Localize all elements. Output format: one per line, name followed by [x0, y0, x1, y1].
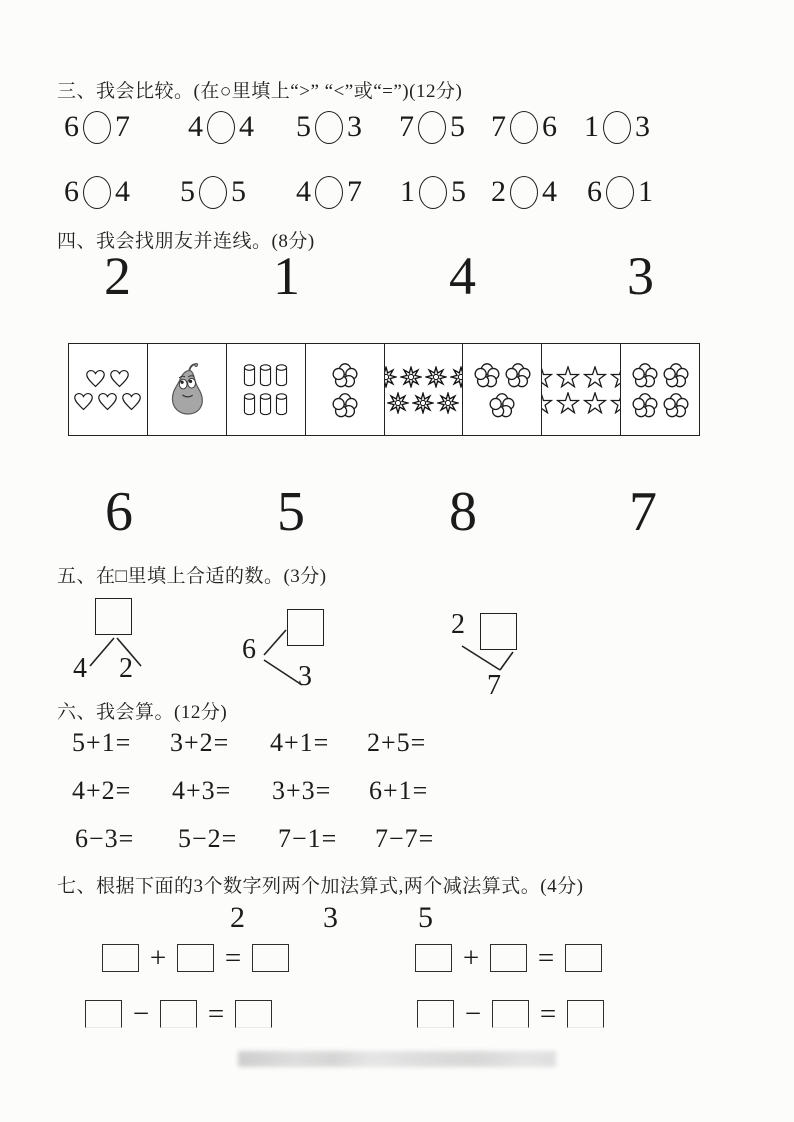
- answer-circle[interactable]: [83, 176, 111, 209]
- shape-row: [331, 392, 359, 418]
- section-match-title: 四、我会找朋友并连线。(8分): [57, 231, 315, 252]
- answer-box[interactable]: [492, 1000, 529, 1028]
- flower-icon: [473, 362, 501, 388]
- compare-item: [399, 108, 465, 146]
- plus-operator: +: [462, 941, 480, 974]
- match-cell-bursts[interactable]: [385, 344, 464, 435]
- calc-problem[interactable]: 3+2=: [170, 728, 230, 757]
- compare-left-number: 1: [584, 110, 599, 143]
- heart-icon: [121, 392, 142, 411]
- answer-box[interactable]: [480, 613, 517, 650]
- subtraction-equation: [85, 997, 272, 1030]
- match-cell-pear[interactable]: [148, 344, 227, 435]
- compare-item: [180, 173, 246, 211]
- flower-icon: [331, 362, 359, 388]
- answer-box[interactable]: [85, 1000, 122, 1028]
- bond-part-number: 2: [451, 609, 465, 640]
- answer-box[interactable]: [160, 1000, 197, 1028]
- shape-row: [385, 366, 464, 388]
- bond-part-number: 4: [73, 653, 87, 684]
- answer-box[interactable]: [415, 944, 452, 972]
- minus-operator: −: [132, 997, 150, 1030]
- blurred-watermark: [238, 1051, 556, 1067]
- star-icon: [583, 366, 607, 388]
- answer-circle[interactable]: [419, 176, 447, 209]
- match-cell-flowers-2[interactable]: [306, 344, 385, 435]
- cylinder-icon: [275, 363, 288, 388]
- compare-item: [296, 173, 362, 211]
- bond-whole-number: 6: [242, 634, 256, 665]
- compare-right-number: 1: [638, 175, 653, 208]
- compare-item: [64, 108, 130, 146]
- compare-item: [491, 173, 557, 211]
- match-cell-hearts[interactable]: [69, 344, 148, 435]
- match-cell-stars[interactable]: [542, 344, 621, 435]
- compare-item: [188, 108, 254, 146]
- heart-icon: [97, 392, 118, 411]
- equals-operator: =: [537, 941, 555, 974]
- compare-left-number: 5: [296, 110, 311, 143]
- subtraction-equation: [417, 997, 604, 1030]
- equals-operator: =: [224, 941, 242, 974]
- calc-problem[interactable]: 6−3=: [75, 824, 135, 853]
- answer-box[interactable]: [490, 944, 527, 972]
- answer-box[interactable]: [565, 944, 602, 972]
- shape-row: [243, 392, 288, 417]
- compare-left-number: 7: [399, 110, 414, 143]
- pear-icon: [164, 361, 210, 418]
- section-compose-title: 七、根据下面的3个数字列两个加法算式,两个减法算式。(4分): [57, 876, 584, 897]
- flower-icon: [488, 392, 516, 418]
- addition-equation: [415, 941, 602, 974]
- burst-icon: [425, 366, 447, 388]
- section-fill-title: 五、在□里填上合适的数。(3分): [57, 566, 327, 587]
- compare-right-number: 3: [635, 110, 650, 143]
- compare-item: [587, 173, 653, 211]
- match-number-top[interactable]: 4: [449, 246, 476, 306]
- flower-icon: [662, 392, 690, 418]
- match-cell-cylinders[interactable]: [227, 344, 306, 435]
- compare-item: [400, 173, 466, 211]
- burst-icon: [385, 366, 397, 388]
- star-icon: [542, 366, 552, 388]
- compare-left-number: 2: [491, 175, 506, 208]
- calc-problem[interactable]: 5−2=: [178, 824, 238, 853]
- calc-problem[interactable]: 7−1=: [278, 824, 338, 853]
- match-number-bottom[interactable]: 6: [105, 481, 133, 543]
- compare-right-number: 6: [542, 110, 557, 143]
- shape-row: [331, 362, 359, 388]
- compare-right-number: 3: [347, 110, 362, 143]
- compare-right-number: 4: [115, 175, 130, 208]
- compare-item: [64, 173, 130, 211]
- shape-row: [164, 361, 210, 418]
- star-icon: [556, 392, 580, 414]
- answer-circle[interactable]: [603, 111, 631, 144]
- answer-box[interactable]: [235, 1000, 272, 1028]
- compare-left-number: 6: [64, 175, 79, 208]
- answer-circle[interactable]: [315, 111, 343, 144]
- calc-problem[interactable]: 3+3=: [272, 776, 332, 805]
- cylinder-icon: [243, 392, 256, 417]
- star-icon: [583, 392, 607, 414]
- answer-circle[interactable]: [207, 111, 235, 144]
- star-icon: [610, 366, 621, 388]
- answer-circle[interactable]: [83, 111, 111, 144]
- bond-part-number: 3: [298, 661, 312, 692]
- shape-row: [542, 392, 621, 414]
- burst-icon: [450, 366, 463, 388]
- shape-row: [73, 392, 142, 411]
- heart-icon: [73, 392, 94, 411]
- calc-problem[interactable]: 7−7=: [375, 824, 435, 853]
- flower-icon: [331, 392, 359, 418]
- compare-right-number: 4: [239, 110, 254, 143]
- match-cell-flowers-4[interactable]: [621, 344, 699, 435]
- shape-row: [473, 362, 532, 388]
- star-icon: [556, 366, 580, 388]
- cylinder-icon: [259, 363, 272, 388]
- match-cell-flowers-3[interactable]: [463, 344, 542, 435]
- answer-box[interactable]: [567, 1000, 604, 1028]
- compare-right-number: 5: [231, 175, 246, 208]
- answer-box[interactable]: [102, 944, 139, 972]
- compare-right-number: 5: [451, 175, 466, 208]
- compare-left-number: 1: [400, 175, 415, 208]
- flower-icon: [631, 362, 659, 388]
- number-bond-3: [448, 606, 563, 711]
- compare-right-number: 7: [347, 175, 362, 208]
- addition-equation: [102, 941, 289, 974]
- compare-item: [584, 108, 650, 146]
- calc-problem[interactable]: 4+3=: [172, 776, 232, 805]
- burst-icon: [387, 392, 409, 414]
- shape-row: [243, 363, 288, 388]
- compare-left-number: 4: [188, 110, 203, 143]
- match-number-top[interactable]: 3: [627, 246, 654, 306]
- shape-row: [631, 392, 690, 418]
- answer-circle[interactable]: [315, 176, 343, 209]
- compare-left-number: 6: [64, 110, 79, 143]
- compare-item: [296, 108, 362, 146]
- calc-problem[interactable]: 5+1=: [72, 728, 132, 757]
- compose-number: 2: [230, 901, 245, 934]
- match-number-top[interactable]: 2: [104, 246, 131, 306]
- compare-right-number: 5: [450, 110, 465, 143]
- section-compare-title: 三、我会比较。(在○里填上“>” “<”或“=”)(12分): [57, 81, 463, 102]
- minus-operator: −: [464, 997, 482, 1030]
- answer-circle[interactable]: [418, 111, 446, 144]
- shape-row: [387, 392, 459, 414]
- plus-operator: +: [149, 941, 167, 974]
- compare-left-number: 6: [587, 175, 602, 208]
- burst-icon: [412, 392, 434, 414]
- flower-icon: [631, 392, 659, 418]
- answer-box[interactable]: [177, 944, 214, 972]
- answer-box[interactable]: [417, 1000, 454, 1028]
- answer-circle[interactable]: [606, 176, 634, 209]
- number-bond-2: [238, 600, 353, 700]
- shape-row: [85, 369, 130, 388]
- calc-problem[interactable]: 4+1=: [270, 728, 330, 757]
- star-icon: [610, 392, 621, 414]
- calc-problem[interactable]: 6+1=: [369, 776, 429, 805]
- number-bond-1: [70, 592, 190, 692]
- compare-right-number: 7: [115, 110, 130, 143]
- answer-circle[interactable]: [510, 111, 538, 144]
- match-number-bottom[interactable]: 8: [449, 481, 477, 543]
- answer-circle[interactable]: [199, 176, 227, 209]
- compose-number: 3: [323, 901, 338, 934]
- burst-icon: [437, 392, 459, 414]
- compare-right-number: 4: [542, 175, 557, 208]
- equals-operator: =: [207, 997, 225, 1030]
- shape-row: [542, 366, 621, 388]
- flower-icon: [504, 362, 532, 388]
- calc-problem[interactable]: 4+2=: [72, 776, 132, 805]
- cylinder-icon: [259, 392, 272, 417]
- bond-whole-number: 7: [487, 670, 501, 701]
- answer-circle[interactable]: [510, 176, 538, 209]
- answer-box[interactable]: [252, 944, 289, 972]
- compare-left-number: 5: [180, 175, 195, 208]
- cylinder-icon: [275, 392, 288, 417]
- match-picture-table: [68, 343, 700, 436]
- answer-box[interactable]: [95, 598, 132, 635]
- flower-icon: [662, 362, 690, 388]
- compose-number: 5: [418, 901, 433, 934]
- calc-problem[interactable]: 2+5=: [367, 728, 427, 757]
- burst-icon: [400, 366, 422, 388]
- section-calc-title: 六、我会算。(12分): [57, 702, 228, 723]
- compare-left-number: 4: [296, 175, 311, 208]
- compare-item: [491, 108, 557, 146]
- heart-icon: [85, 369, 106, 388]
- bond-part-number: 2: [119, 653, 133, 684]
- match-number-bottom[interactable]: 5: [277, 481, 305, 543]
- answer-box[interactable]: [287, 609, 324, 646]
- match-number-top[interactable]: 1: [273, 246, 300, 306]
- compare-left-number: 7: [491, 110, 506, 143]
- shape-row: [631, 362, 690, 388]
- match-number-bottom[interactable]: 7: [629, 481, 657, 543]
- equals-operator: =: [539, 997, 557, 1030]
- cylinder-icon: [243, 363, 256, 388]
- star-icon: [542, 392, 552, 414]
- heart-icon: [109, 369, 130, 388]
- shape-row: [488, 392, 516, 418]
